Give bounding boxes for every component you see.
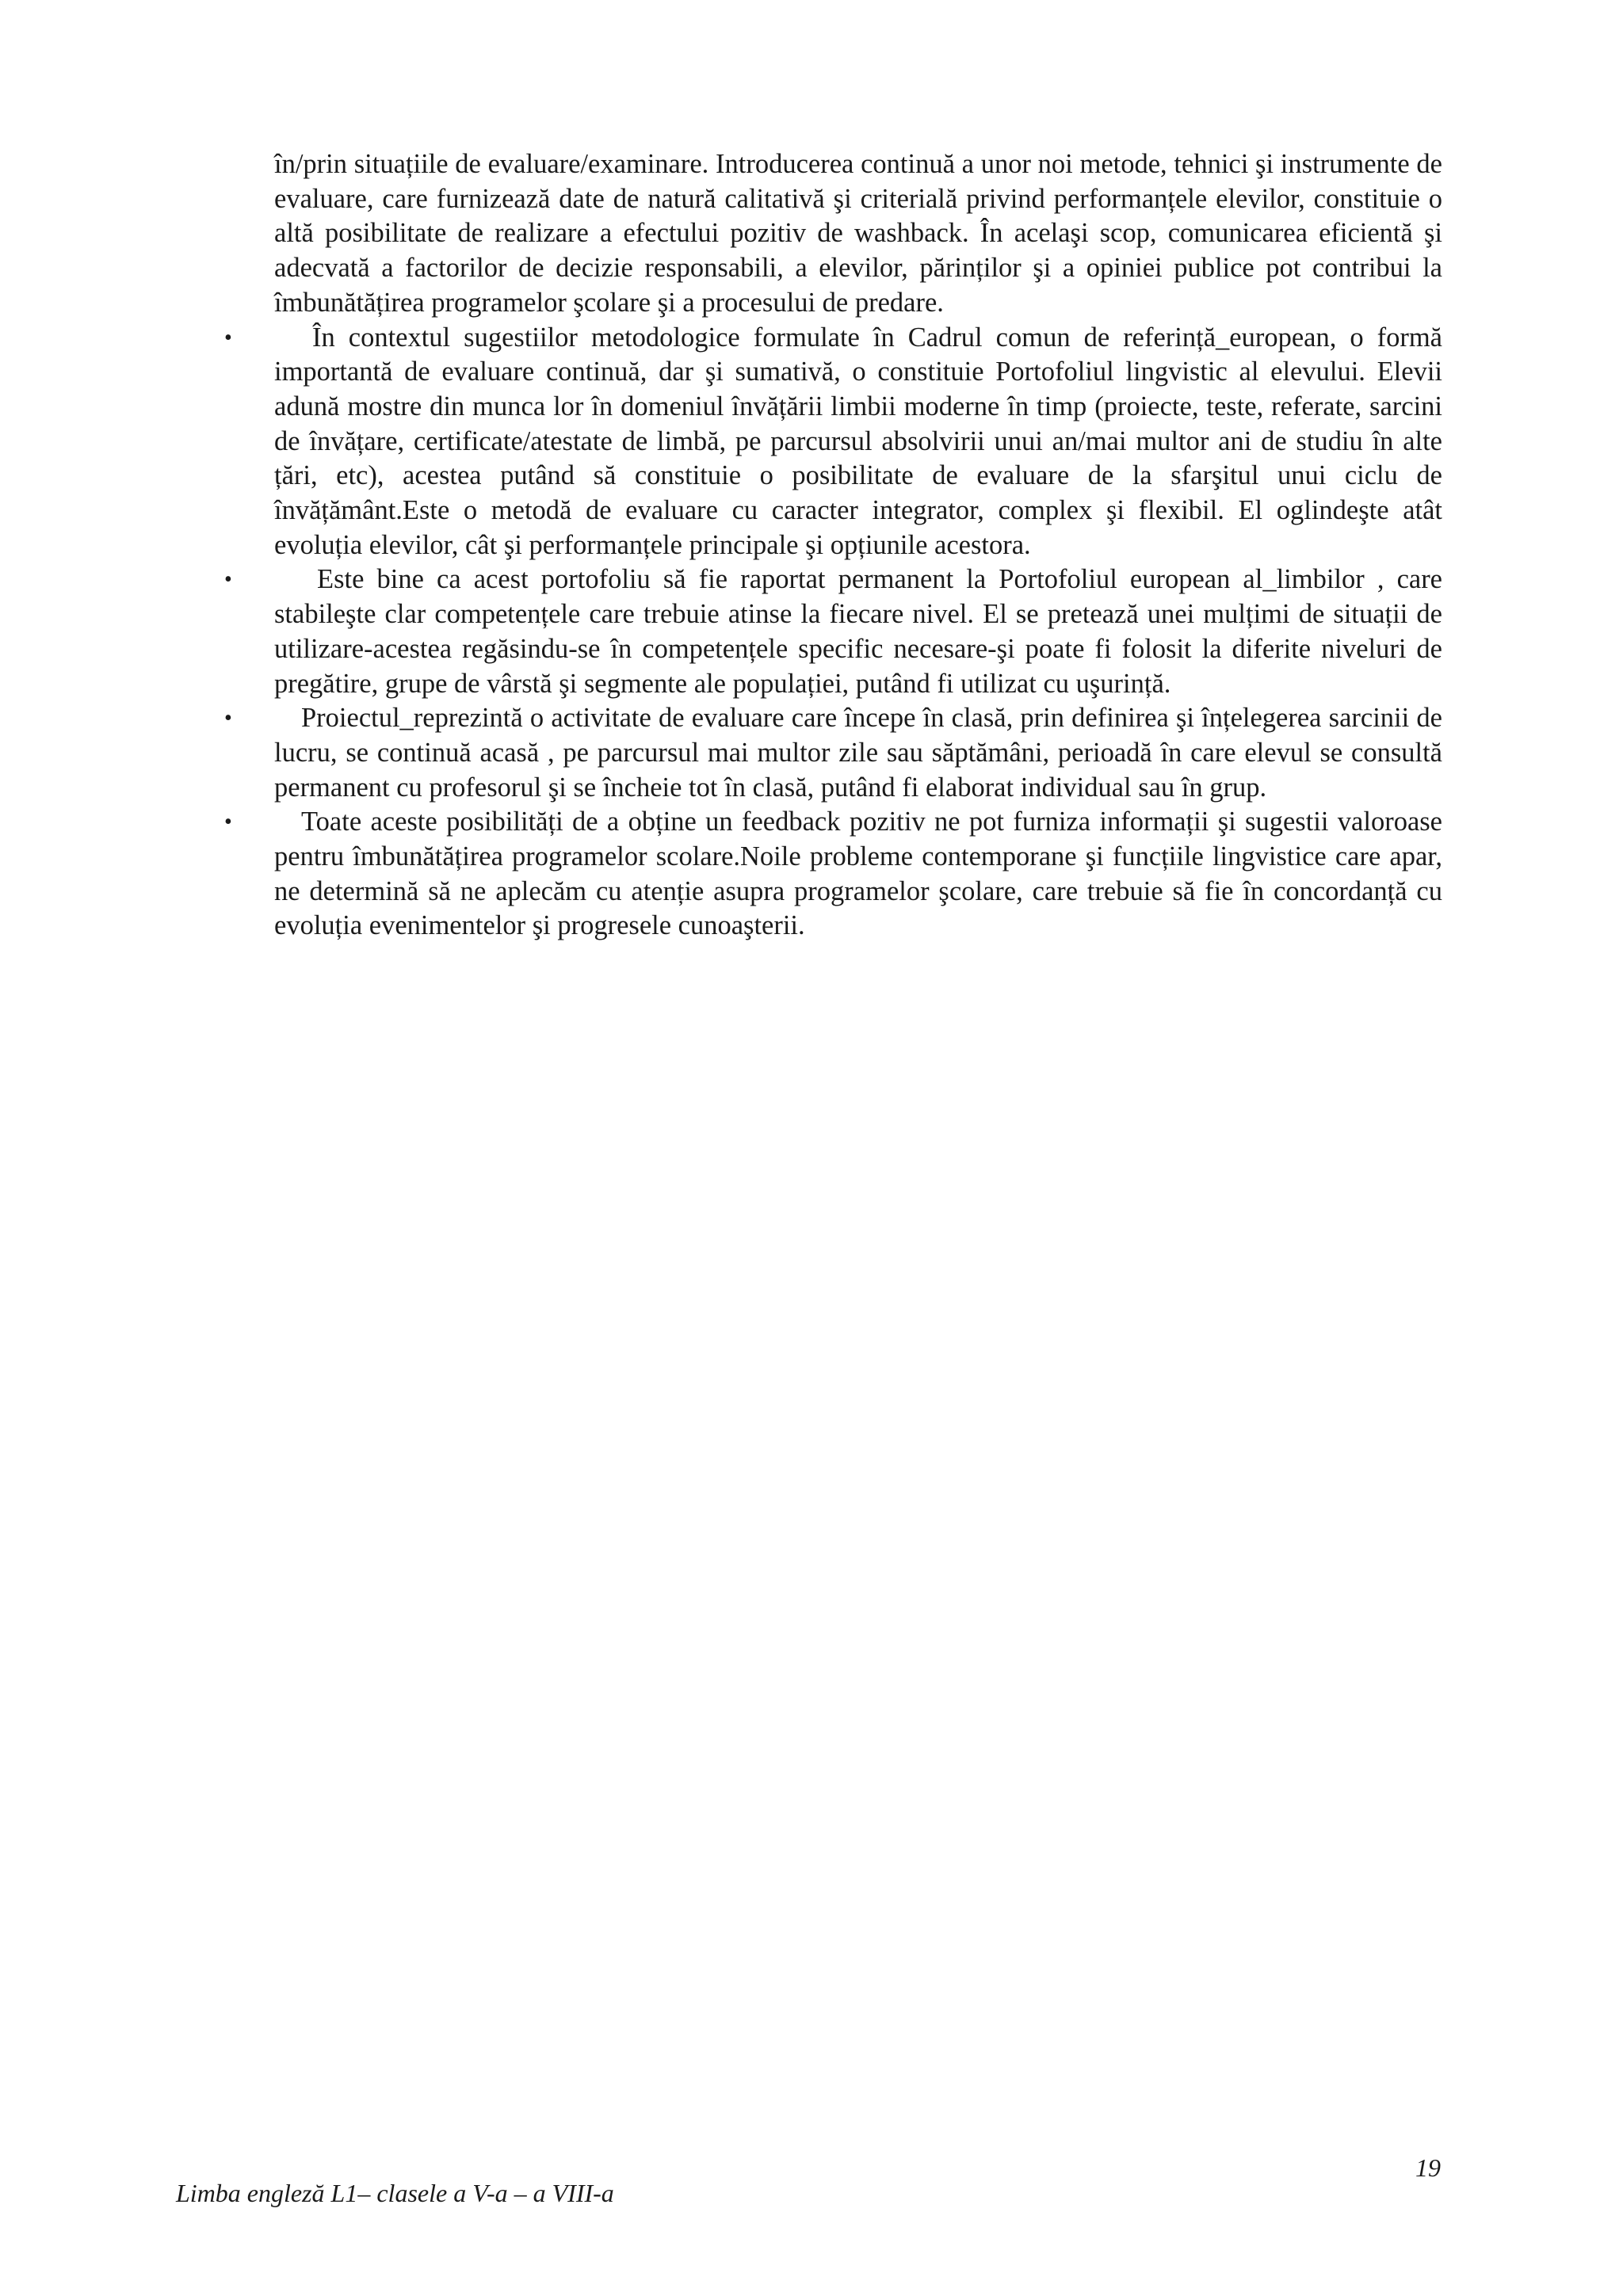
list-item bbox=[224, 701, 1442, 805]
list-item-text: Este bine ca acest portofoliu să fie raportat permanent la Portofoliul european al_limbilor , care stabileşte clar competențele care trebuie atinse la fiecare nivel. El se pretează unei mulțimi de situații de utilizare-acestea regăsindu-se în competențele specific necesare-şi poate fi folosit la diferite niveluri de pregătire, grupe de vârstă şi segmente ale populației, putând fi utilizat cu uşurință. bbox=[274, 564, 1442, 699]
bullet-icon: • bbox=[224, 567, 232, 593]
list-item bbox=[224, 321, 1442, 563]
bullet-icon: • bbox=[224, 810, 232, 835]
list-item-text: Proiectul_reprezintă o activitate de evaluare care începe în clasă, prin definirea şi înțelegerea sarcinii de lucru, se continuă acasă , pe parcursul mai multor zile sau săptămâni, perioadă în care elevul se consultă permanent cu profesorul şi se încheie tot în clasă, putând fi elaborat individual sau în grup. bbox=[274, 703, 1442, 803]
bullet-list bbox=[224, 321, 1442, 944]
list-item bbox=[224, 563, 1442, 701]
list-item bbox=[224, 805, 1442, 944]
bullet-icon: • bbox=[224, 325, 232, 350]
document-body bbox=[224, 147, 1442, 944]
page-number: 19 bbox=[1415, 2153, 1441, 2182]
list-item-text: Toate aceste posibilități de a obține un feedback pozitiv ne pot furniza informații şi sugestii valoroase pentru îmbunătățirea programelor scolare.Noile probleme contemporane şi funcțiile lingvistice care apar, ne determină să ne aplecăm cu atenție asupra programelor şcolare, care trebuie să fie în concordanță cu evoluția evenimentelor şi progresele cunoaşterii. bbox=[274, 807, 1442, 941]
footer-title: Limba engleză L1– clasele a V-a – a VIII-a bbox=[176, 2179, 614, 2207]
intro-paragraph: în/prin situațiile de evaluare/examinare. Introducerea continuă a unor noi metode, tehnici şi instrumente de evaluare, care furnizează date de natură calitativă şi criterială privind performanțele elevilor, constituie o altă posibilitate de realizare a efectului pozitiv de washback. În acelaşi scop, comunicarea eficientă şi adecvată a factorilor de decizie responsabili, a elevilor, părinților şi a opiniei publice pot contribui la îmbunătățirea programelor şcolare şi a procesului de predare. bbox=[274, 149, 1442, 318]
list-item-text: În contextul sugestiilor metodologice formulate în Cadrul comun de referință_european, o formă importantă de evaluare continuă, dar şi sumativă, o constituie Portofoliul lingvistic al elevului. Elevii adună mostre din munca lor în domeniul învățării limbii moderne în timp (proiecte, teste, referate, sarcini de învățare, certificate/atestate de limbă, pe parcursul absolvirii unui an/mai multor ani de studiu în alte țări, etc), acestea putând să constituie o posibilitate de evaluare de la sfarşitul unui ciclu de învățământ.Este o metodă de evaluare cu caracter integrator, complex şi flexibil. El oglindeşte atât evoluția elevilor, cât şi performanțele principale şi opțiunile acestora. bbox=[274, 322, 1442, 560]
bullet-icon: • bbox=[224, 706, 232, 731]
